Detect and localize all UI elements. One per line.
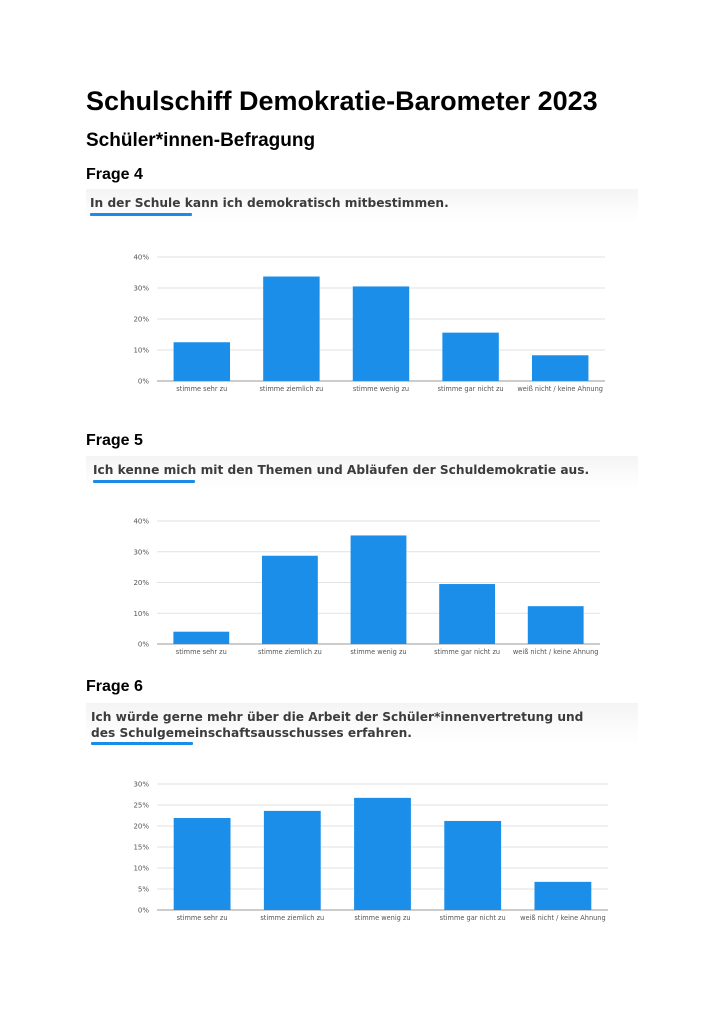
accent-underline xyxy=(90,213,192,216)
bar xyxy=(351,535,407,644)
x-tick-label: weiß nicht / keine Ahnung xyxy=(520,914,606,922)
bar xyxy=(262,556,318,644)
y-tick-label: 0% xyxy=(137,906,149,915)
y-tick-label: 40% xyxy=(133,517,149,526)
x-tick-label: stimme sehr zu xyxy=(176,914,228,922)
question-label: Frage 6 xyxy=(86,678,143,695)
bar xyxy=(534,882,591,910)
y-tick-label: 5% xyxy=(137,885,149,894)
bar xyxy=(264,811,321,910)
bar xyxy=(174,818,231,910)
x-tick-label: weiß nicht / keine Ahnung xyxy=(512,648,599,656)
y-tick-label: 25% xyxy=(133,801,149,810)
y-tick-label: 30% xyxy=(133,780,149,789)
bar-chart xyxy=(120,248,620,398)
x-tick-label: stimme sehr zu xyxy=(176,385,228,393)
x-tick-label: stimme gar nicht zu xyxy=(439,914,506,922)
x-tick-label: stimme sehr zu xyxy=(175,648,227,656)
bar xyxy=(173,632,229,644)
bar-chart xyxy=(120,513,620,663)
y-tick-label: 20% xyxy=(133,315,149,324)
bar xyxy=(439,584,495,644)
question-banner xyxy=(86,703,638,745)
y-tick-label: 0% xyxy=(137,377,149,386)
question-text: Ich würde gerne mehr über die Arbeit der Schüler*innenvertretung und des Schulgemeinschaftsausschusses erfahren. xyxy=(91,710,584,740)
y-tick-label: 20% xyxy=(133,579,149,587)
x-tick-label: stimme gar nicht zu xyxy=(434,648,501,656)
question-label: Frage 5 xyxy=(86,432,143,449)
x-tick-label: stimme ziemlich zu xyxy=(259,385,324,393)
y-tick-label: 10% xyxy=(133,346,149,355)
accent-underline xyxy=(91,742,193,745)
y-tick-label: 40% xyxy=(133,253,149,262)
question-text: In der Schule kann ich demokratisch mitbestimmen. xyxy=(90,196,449,210)
x-tick-label: stimme wenig zu xyxy=(352,385,410,393)
bar xyxy=(263,277,319,381)
y-tick-label: 0% xyxy=(137,640,149,649)
bar-chart xyxy=(120,776,620,926)
accent-underline xyxy=(93,480,195,483)
y-tick-label: 20% xyxy=(133,822,149,831)
y-tick-label: 30% xyxy=(133,548,149,557)
question-banner xyxy=(86,189,638,223)
bar xyxy=(528,606,584,644)
x-tick-label: stimme wenig zu xyxy=(354,914,411,922)
question-banner xyxy=(86,456,638,490)
y-tick-label: 30% xyxy=(133,284,149,293)
question-label: Frage 4 xyxy=(86,166,143,183)
question-text: Ich kenne mich mit den Themen und Abläufen der Schuldemokratie aus. xyxy=(93,463,590,477)
bar xyxy=(174,342,230,381)
y-tick-label: 10% xyxy=(133,609,149,618)
x-tick-label: stimme gar nicht zu xyxy=(437,385,504,393)
page-subtitle: Schüler*innen-Befragung xyxy=(86,130,316,151)
x-tick-label: weiß nicht / keine Ahnung xyxy=(517,385,603,393)
y-tick-label: 15% xyxy=(133,843,149,852)
bar xyxy=(532,355,588,381)
bar xyxy=(444,821,501,910)
bar xyxy=(353,286,409,381)
y-tick-label: 10% xyxy=(133,864,149,873)
x-tick-label: stimme ziemlich zu xyxy=(260,914,325,922)
x-tick-label: stimme wenig zu xyxy=(350,648,407,656)
x-tick-label: stimme ziemlich zu xyxy=(257,648,322,656)
bar xyxy=(354,798,411,910)
bar xyxy=(442,333,498,381)
page-title: Schulschiff Demokratie-Barometer 2023 xyxy=(86,86,598,116)
